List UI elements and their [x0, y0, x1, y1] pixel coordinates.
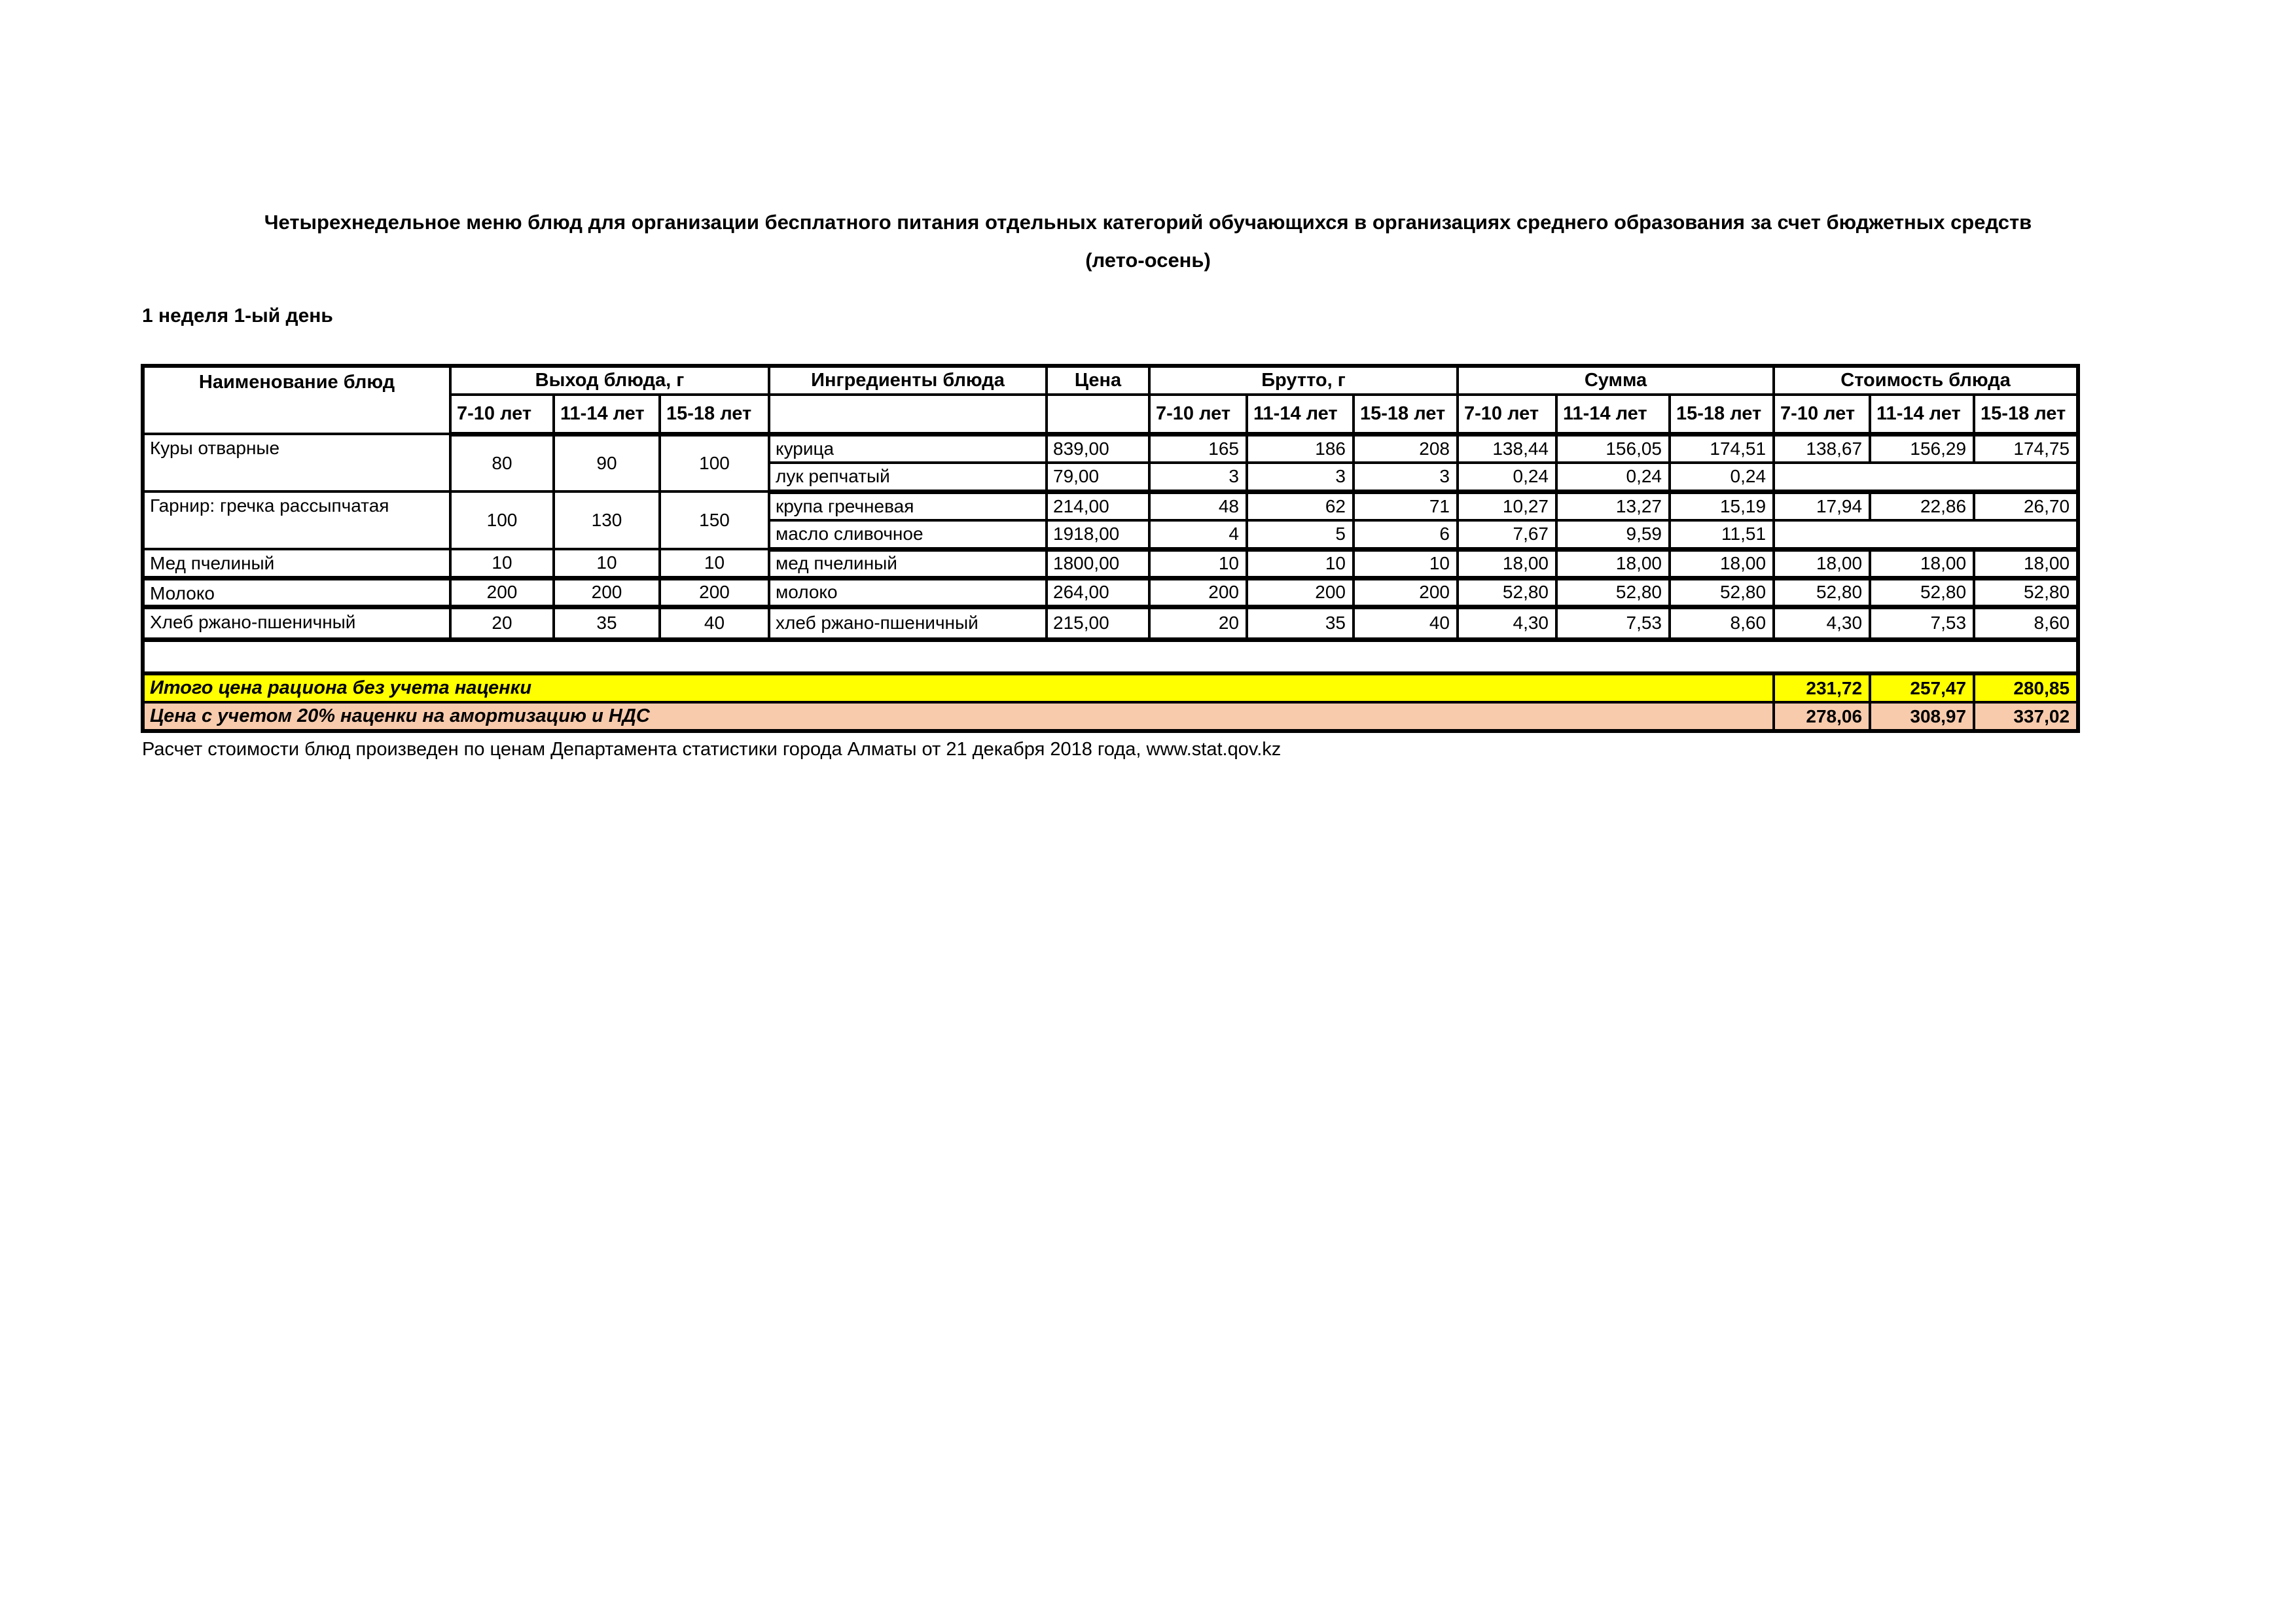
header-age-15-18: 15-18 лет	[660, 395, 769, 434]
spacer-cell	[143, 639, 2078, 673]
output-cell: 20	[450, 607, 554, 639]
brutto-cell: 10	[1354, 549, 1458, 578]
brutto-cell: 200	[1354, 578, 1458, 607]
sum-cell: 18,00	[1458, 549, 1556, 578]
total-value-cell: 308,97	[1870, 702, 1974, 731]
ingredient-row	[143, 434, 2078, 463]
total-value-cell: 337,02	[1974, 702, 2078, 731]
total-label-cell: Итого цена рациона без учета наценки	[143, 673, 1774, 702]
price-cell: 1800,00	[1047, 549, 1149, 578]
output-cell: 200	[660, 578, 769, 607]
cost-cell: 156,29	[1870, 434, 1974, 463]
output-cell: 40	[660, 607, 769, 639]
document-title: Четырехнедельное меню блюд для организации бесплатного питания отдельных категорий обучающихся в организациях среднего образования за счет бюджетных средств	[264, 211, 2032, 234]
cost-cell-empty	[1774, 463, 2078, 491]
cost-cell: 22,86	[1870, 491, 1974, 520]
brutto-cell: 35	[1247, 607, 1354, 639]
dish-name-cell: Мед пчелиный	[143, 549, 450, 578]
price-cell: 1918,00	[1047, 520, 1149, 549]
ingredient-row	[143, 491, 2078, 520]
ingredient-row	[143, 549, 2078, 578]
price-cell: 839,00	[1047, 434, 1149, 463]
week-day-label: 1 неделя 1-ый день	[142, 305, 333, 327]
cost-cell: 18,00	[1774, 549, 1870, 578]
empty-header-cell	[769, 395, 1047, 434]
cost-cell: 52,80	[1974, 578, 2078, 607]
menu-table	[141, 364, 2080, 733]
header-age-7-10: 7-10 лет	[1458, 395, 1556, 434]
header-output-group: Выход блюда, г	[450, 366, 769, 395]
brutto-cell: 200	[1247, 578, 1354, 607]
dish-name-cell: Молоко	[143, 578, 450, 607]
sum-cell: 0,24	[1670, 463, 1774, 491]
cost-cell: 174,75	[1974, 434, 2078, 463]
cost-cell: 52,80	[1774, 578, 1870, 607]
output-cell: 200	[450, 578, 554, 607]
brutto-cell: 40	[1354, 607, 1458, 639]
price-cell: 79,00	[1047, 463, 1149, 491]
output-cell: 35	[554, 607, 660, 639]
cost-cell: 7,53	[1870, 607, 1974, 639]
sum-cell: 4,30	[1458, 607, 1556, 639]
price-cell: 264,00	[1047, 578, 1149, 607]
output-cell: 10	[554, 549, 660, 578]
brutto-cell: 208	[1354, 434, 1458, 463]
header-age-15-18: 15-18 лет	[1670, 395, 1774, 434]
ingredient-row	[143, 607, 2078, 639]
header-age-11-14: 11-14 лет	[554, 395, 660, 434]
sum-cell: 11,51	[1670, 520, 1774, 549]
sum-cell: 15,19	[1670, 491, 1774, 520]
brutto-cell: 20	[1149, 607, 1247, 639]
ingredient-name-cell: хлеб ржано-пшеничный	[769, 607, 1047, 639]
brutto-cell: 200	[1149, 578, 1247, 607]
sum-cell: 156,05	[1556, 434, 1670, 463]
footer-note: Расчет стоимости блюд произведен по ценам Департамента статистики города Алматы от 21 декабря 2018 года, www.stat.qov.kz	[142, 739, 1282, 760]
brutto-cell: 62	[1247, 491, 1354, 520]
sum-cell: 13,27	[1556, 491, 1670, 520]
ingredient-row	[143, 578, 2078, 607]
ingredient-name-cell: молоко	[769, 578, 1047, 607]
sum-cell: 0,24	[1458, 463, 1556, 491]
cost-cell: 18,00	[1974, 549, 2078, 578]
sum-cell: 52,80	[1556, 578, 1670, 607]
output-cell: 80	[450, 434, 554, 491]
brutto-cell: 3	[1149, 463, 1247, 491]
sum-cell: 9,59	[1556, 520, 1670, 549]
empty-header-cell	[1047, 395, 1149, 434]
ingredient-name-cell: курица	[769, 434, 1047, 463]
sum-cell: 174,51	[1670, 434, 1774, 463]
header-brutto-group: Брутто, г	[1149, 366, 1458, 395]
header-age-11-14: 11-14 лет	[1870, 395, 1974, 434]
ingredient-name-cell: лук репчатый	[769, 463, 1047, 491]
cost-cell: 52,80	[1870, 578, 1974, 607]
cost-cell-empty	[1774, 520, 2078, 549]
header-sum-group: Сумма	[1458, 366, 1774, 395]
cost-cell: 4,30	[1774, 607, 1870, 639]
total-label-cell: Цена с учетом 20% наценки на амортизацию и НДС	[143, 702, 1774, 731]
header-ingredients: Ингредиенты блюда	[769, 366, 1047, 395]
header-row-groups	[143, 366, 2078, 395]
ingredient-name-cell: масло сливочное	[769, 520, 1047, 549]
dish-name-cell: Гарнир: гречка рассыпчатая	[143, 491, 450, 549]
sum-cell: 18,00	[1556, 549, 1670, 578]
header-age-15-18: 15-18 лет	[1354, 395, 1458, 434]
dish-name-cell: Куры отварные	[143, 434, 450, 491]
cost-cell: 138,67	[1774, 434, 1870, 463]
output-cell: 90	[554, 434, 660, 491]
sum-cell: 52,80	[1670, 578, 1774, 607]
brutto-cell: 3	[1247, 463, 1354, 491]
header-age-7-10: 7-10 лет	[1149, 395, 1247, 434]
header-price: Цена	[1047, 366, 1149, 395]
header-dish-name: Наименование блюд	[143, 366, 450, 434]
header-age-15-18: 15-18 лет	[1974, 395, 2078, 434]
brutto-cell: 165	[1149, 434, 1247, 463]
dish-name-cell: Хлеб ржано-пшеничный	[143, 607, 450, 639]
sum-cell: 7,53	[1556, 607, 1670, 639]
total-value-cell: 231,72	[1774, 673, 1870, 702]
sum-cell: 8,60	[1670, 607, 1774, 639]
output-cell: 100	[450, 491, 554, 549]
sum-cell: 138,44	[1458, 434, 1556, 463]
document-subtitle: (лето-осень)	[1085, 249, 1211, 272]
ingredient-name-cell: мед пчелиный	[769, 549, 1047, 578]
output-cell: 10	[450, 549, 554, 578]
sum-cell: 7,67	[1458, 520, 1556, 549]
output-cell: 130	[554, 491, 660, 549]
output-cell: 100	[660, 434, 769, 491]
sum-cell: 0,24	[1556, 463, 1670, 491]
cost-cell: 17,94	[1774, 491, 1870, 520]
brutto-cell: 3	[1354, 463, 1458, 491]
cost-cell: 8,60	[1974, 607, 2078, 639]
header-age-11-14: 11-14 лет	[1556, 395, 1670, 434]
header-age-7-10: 7-10 лет	[450, 395, 554, 434]
brutto-cell: 48	[1149, 491, 1247, 520]
total-value-cell: 280,85	[1974, 673, 2078, 702]
output-cell: 150	[660, 491, 769, 549]
sum-cell: 10,27	[1458, 491, 1556, 520]
brutto-cell: 6	[1354, 520, 1458, 549]
sum-cell: 18,00	[1670, 549, 1774, 578]
brutto-cell: 10	[1247, 549, 1354, 578]
brutto-cell: 5	[1247, 520, 1354, 549]
output-cell: 200	[554, 578, 660, 607]
price-cell: 214,00	[1047, 491, 1149, 520]
spacer-row	[143, 639, 2078, 673]
brutto-cell: 71	[1354, 491, 1458, 520]
price-cell: 215,00	[1047, 607, 1149, 639]
header-age-7-10: 7-10 лет	[1774, 395, 1870, 434]
cost-cell: 26,70	[1974, 491, 2078, 520]
total-value-cell: 257,47	[1870, 673, 1974, 702]
sum-cell: 52,80	[1458, 578, 1556, 607]
output-cell: 10	[660, 549, 769, 578]
brutto-cell: 10	[1149, 549, 1247, 578]
total-row-with-markup	[143, 702, 2078, 731]
cost-cell: 18,00	[1870, 549, 1974, 578]
brutto-cell: 4	[1149, 520, 1247, 549]
total-value-cell: 278,06	[1774, 702, 1870, 731]
header-age-11-14: 11-14 лет	[1247, 395, 1354, 434]
brutto-cell: 186	[1247, 434, 1354, 463]
ingredient-name-cell: крупа гречневая	[769, 491, 1047, 520]
header-dish-cost-group: Стоимость блюда	[1774, 366, 2078, 395]
total-row-no-markup	[143, 673, 2078, 702]
